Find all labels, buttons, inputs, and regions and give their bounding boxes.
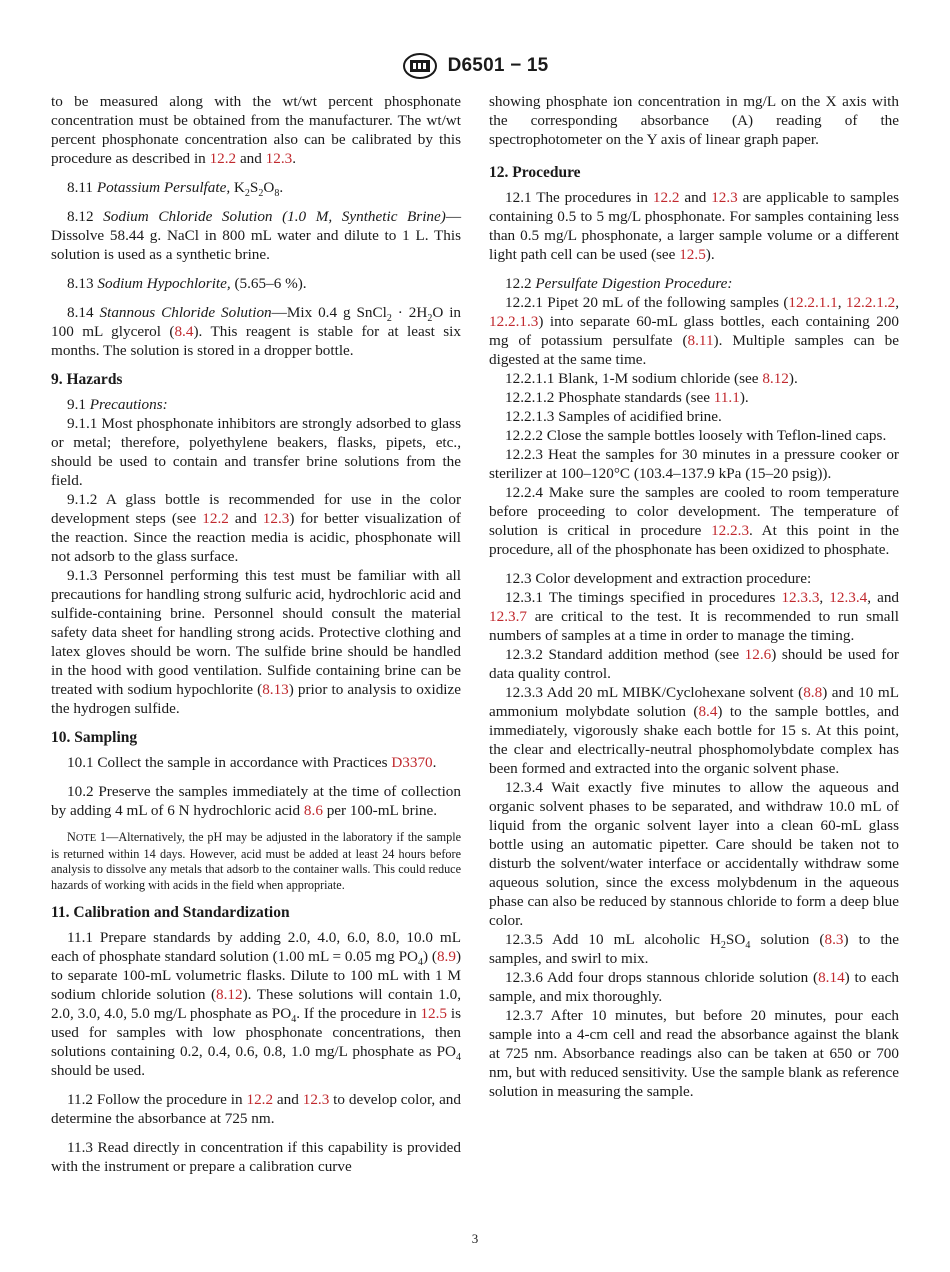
ref-link[interactable]: 12.3.4 <box>829 589 868 606</box>
section-9-1-2: 9.1.2 A glass bottle is recommended for use in the color development steps (see 12.2 and 12.3) for better visualization of the reaction. Since the reaction media is acidic, phosphonate will not adsorb to the glass surface. <box>51 491 461 565</box>
section-12-2-3: 12.2.3 Heat the samples for 30 minutes in a pressure cooker or sterilizer at 100–120°C (103.4–137.9 kPa (15–20 psig)). <box>489 446 899 482</box>
ref-link[interactable]: 8.11 <box>687 332 714 349</box>
section-12-2-4: 12.2.4 Make sure the samples are cooled to room temperature before proceeding to color development. The temperature of solution is critical in procedure 12.2.3. At this point in the procedure, all of the phosphonate has been oxidized to phosphate. <box>489 484 899 558</box>
ref-link[interactable]: 11.1 <box>713 389 740 406</box>
section-12-2-1-3: 12.2.1.3 Samples of acidified brine. <box>505 408 722 425</box>
ref-link[interactable]: 8.8 <box>803 684 823 701</box>
section-heading-calibration: 11. Calibration and Standardization <box>51 904 290 921</box>
section-8-14: 8.14 Stannous Chloride Solution—Mix 0.4 g SnCl$_2$ · $2H_2O$ in 100 mL glycerol (8.4). This reagent is stable for at least six months. The solution is stored in a dropper bottle. <box>51 304 462 359</box>
section-12-3-4: 12.3.4 Wait exactly five minutes to allow the aqueous and organic solvent phases to be separated, and withdraw 10.0 mL of liquid from the organic solvent layer into a clean 60-mL glass bottle using an automatic pipetter. Care should be taken not to disturb the solvent/water interface or accidentally withdraw some aqueous solution, since the excess molybdenum in the aqueous phase can also be reduced by stannous chloride to form a deep blue color. <box>489 779 899 929</box>
ref-link[interactable]: 12.3 <box>262 510 290 527</box>
section-12-2-2: 12.2.2 Close the sample bottles loosely with Teflon-lined caps. <box>505 427 887 444</box>
section-8-12: 8.12 Sodium Chloride Solution (1.0 M, Synthetic Brine)—Dissolve 58.44 g. NaCl in 800 mL water and dilute to 1 L. This solution is used as a synthetic brine. <box>51 208 461 263</box>
section-heading-hazards: 9. Hazards <box>51 371 123 388</box>
section-11-1: 11.1 Prepare standards by adding 2.0, 4.0, 6.0, 8.0, 10.0 mL each of phosphate standard solution (1.00 mL = 0.05 mg $PO_4$) (8.9) to separate 100-mL volumetric flasks. Dilute to 100 mL with 1 M sodium chloride solution (8.12). These solutions will contain 1.0, 2.0, 3.0, 4.0, 5.0 mg/L phosphate as $PO_4$. If the procedure in 12.5 is used for samples with low phosphonate concentrations, then solutions containing 0.2, 0.4, 0.6, 0.8, 1.0 mg/L phosphate as $PO_4$ should be used. <box>51 929 461 1079</box>
ref-link[interactable]: 8.12 <box>762 370 789 387</box>
page-number: 3 <box>471 1231 479 1246</box>
ref-link[interactable]: 12.3 <box>302 1091 330 1108</box>
section-9-1: 9.1 Precautions: <box>67 396 168 413</box>
section-8-11: 8.11 Potassium Persulfate, $K_2S_2O_8$. <box>67 179 284 200</box>
page-header <box>0 52 950 80</box>
ref-link[interactable]: 12.3.7 <box>489 608 527 625</box>
section-12-2-1-1: 12.2.1.1 Blank, 1-M sodium chloride (see 8.12). <box>505 370 798 387</box>
ref-link[interactable]: 8.6 <box>303 802 323 819</box>
section-12-3-7: 12.3.7 After 10 minutes, but before 20 minutes, pour each sample into a 4-cm cell and read the absorbance against the blank at 725 nm. Absorbance readings also can be taken at 650 or 700 nm, but with reduced sensitivity. Use the sample blank as reference solution in measuring the sample. <box>489 1007 899 1100</box>
section-12-3: 12.3 Color development and extraction procedure: <box>505 570 812 587</box>
ref-link[interactable]: 12.3 <box>265 150 293 167</box>
ref-link[interactable]: 12.5 <box>420 1005 448 1022</box>
ref-link[interactable]: 8.4 <box>698 703 718 720</box>
section-11-2: 11.2 Follow the procedure in 12.2 and 12.3 to develop color, and determine the absorbance at 725 nm. <box>51 1091 461 1127</box>
note-1: NOTE 1—Alternatively, the pH may be adjusted in the laboratory if the sample is returned within 14 days. However, acid must be added at least 24 hours before analysis to dissolve any metals that adsorb to the container walls. This could reduce hazards of working with acids in the field when appropriate. <box>51 830 461 892</box>
ref-link[interactable]: 12.5 <box>679 246 706 263</box>
section-12-2-1: 12.2.1 Pipet 20 mL of the following samples (12.2.1.1, 12.2.1.2, 12.2.1.3) into separate 60-mL glass bottles, each containing 200 mg of potassium persulfate (8.11). Multiple samples can be digested at the same time. <box>489 294 899 368</box>
astm-logo-icon <box>402 52 438 80</box>
ref-link[interactable]: 8.13 <box>262 681 289 698</box>
section-10-2: 10.2 Preserve the samples immediately at the time of collection by adding 4 mL of 6 N hydrochloric acid 8.6 per 100-mL brine. <box>51 783 461 819</box>
ref-link[interactable]: 12.6 <box>744 646 772 663</box>
section-12-3-2: 12.3.2 Standard addition method (see 12.6) should be used for data quality control. <box>489 646 899 682</box>
ref-link[interactable]: 12.2.1.2 <box>845 294 896 311</box>
ref-link[interactable]: 12.3 <box>711 189 738 206</box>
ref-link[interactable]: 12.3.3 <box>781 589 820 606</box>
right-column <box>489 92 899 1101</box>
ref-link[interactable]: 12.2 <box>202 510 229 527</box>
section-8-13: 8.13 Sodium Hypochlorite, (5.65–6 %). <box>67 275 307 292</box>
ref-link[interactable]: 8.3 <box>824 931 844 948</box>
left-column <box>51 92 461 1176</box>
section-12-3-5: 12.3.5 Add 10 mL alcoholic $H_2SO_4$ solution (8.3) to the samples, and swirl to mix. <box>489 931 899 967</box>
section-9-1-3: 9.1.3 Personnel performing this test must be familiar with all precautions for handling strong sulfuric acid, hydrochloric acid and sulfide-containing brine. Personnel should consult the material safety data sheet for handling strong acids. Protective clothing and latex gloves should be worn. The sulfide brine should be handled in the hood with good ventilation. Sulfide containing brine can be treated with sodium hypochlorite (8.13) prior to analysis to oxidize the hydrogen sulfide. <box>51 567 462 717</box>
ref-link[interactable]: 12.2.1.3 <box>489 313 539 330</box>
intro-paragraph: to be measured along with the wt/wt percent phosphonate concentration must be obtained from the manufacturer. The wt/wt percent phosphonate concentration also can be calibrated by this procedure as described in 12.2 and 12.3. <box>51 93 461 167</box>
section-12-3-1: 12.3.1 The timings specified in procedures 12.3.3, 12.3.4, and 12.3.7 are critical to the test. It is recommended to run small numbers of samples at a time in order to manage the timing. <box>489 589 900 644</box>
section-heading-procedure: 12. Procedure <box>489 164 581 181</box>
ref-link[interactable]: D3370 <box>391 754 433 771</box>
ref-link[interactable]: 8.9 <box>436 948 456 965</box>
section-12-3-3: 12.3.3 Add 20 mL MIBK/Cyclohexane solvent (8.8) and 10 mL ammonium molybdate solution (8.4) to the sample bottles, and immediately, vigorously shake each bottle for 15 s. At this point, the clear and electrically-neutral phosphomolybdate complex has been formed and extracted into the organic solvent phase. <box>489 684 900 777</box>
section-12-1: 12.1 The procedures in 12.2 and 12.3 are applicable to samples containing 0.5 to 5 mg/L phosphonate. For samples containing less than 0.5 mg/L phosphonate, a larger sample volume or a different light path cell can be used (see 12.5). <box>489 189 899 263</box>
section-12-2: 12.2 Persulfate Digestion Procedure: <box>505 275 733 292</box>
continued-paragraph: showing phosphate ion concentration in mg/L on the X axis with the corresponding absorbance (A) reading of the spectrophotometer on the Y axis of linear graph paper. <box>489 93 899 148</box>
standard-designation: D6501 − 15 <box>447 55 549 76</box>
ref-link[interactable]: 12.2 <box>246 1091 274 1108</box>
ref-link[interactable]: 8.4 <box>174 323 194 340</box>
ref-link[interactable]: 8.14 <box>818 969 845 986</box>
ref-link[interactable]: 12.2 <box>209 150 237 167</box>
section-11-3: 11.3 Read directly in concentration if this capability is provided with the instrument or prepare a calibration curve <box>51 1139 461 1175</box>
ref-link[interactable]: 12.2.1.1 <box>788 294 838 311</box>
section-9-1-1: 9.1.1 Most phosphonate inhibitors are strongly adsorbed to glass or metal; therefore, polyethylene beakers, flasks, pipets, etc., should be used to contain and transfer brine solutions from the field. <box>51 415 461 489</box>
section-10-1: 10.1 Collect the sample in accordance with Practices D3370. <box>67 754 437 771</box>
section-12-3-6: 12.3.6 Add four drops stannous chloride solution (8.14) to each sample, and mix thoroughly. <box>489 969 900 1005</box>
ref-link[interactable]: 12.2.3 <box>711 522 750 539</box>
section-heading-sampling: 10. Sampling <box>51 729 138 746</box>
ref-link[interactable]: 8.12 <box>216 986 243 1003</box>
ref-link[interactable]: 12.2 <box>652 189 680 206</box>
section-12-2-1-2: 12.2.1.2 Phosphate standards (see 11.1). <box>505 389 749 406</box>
